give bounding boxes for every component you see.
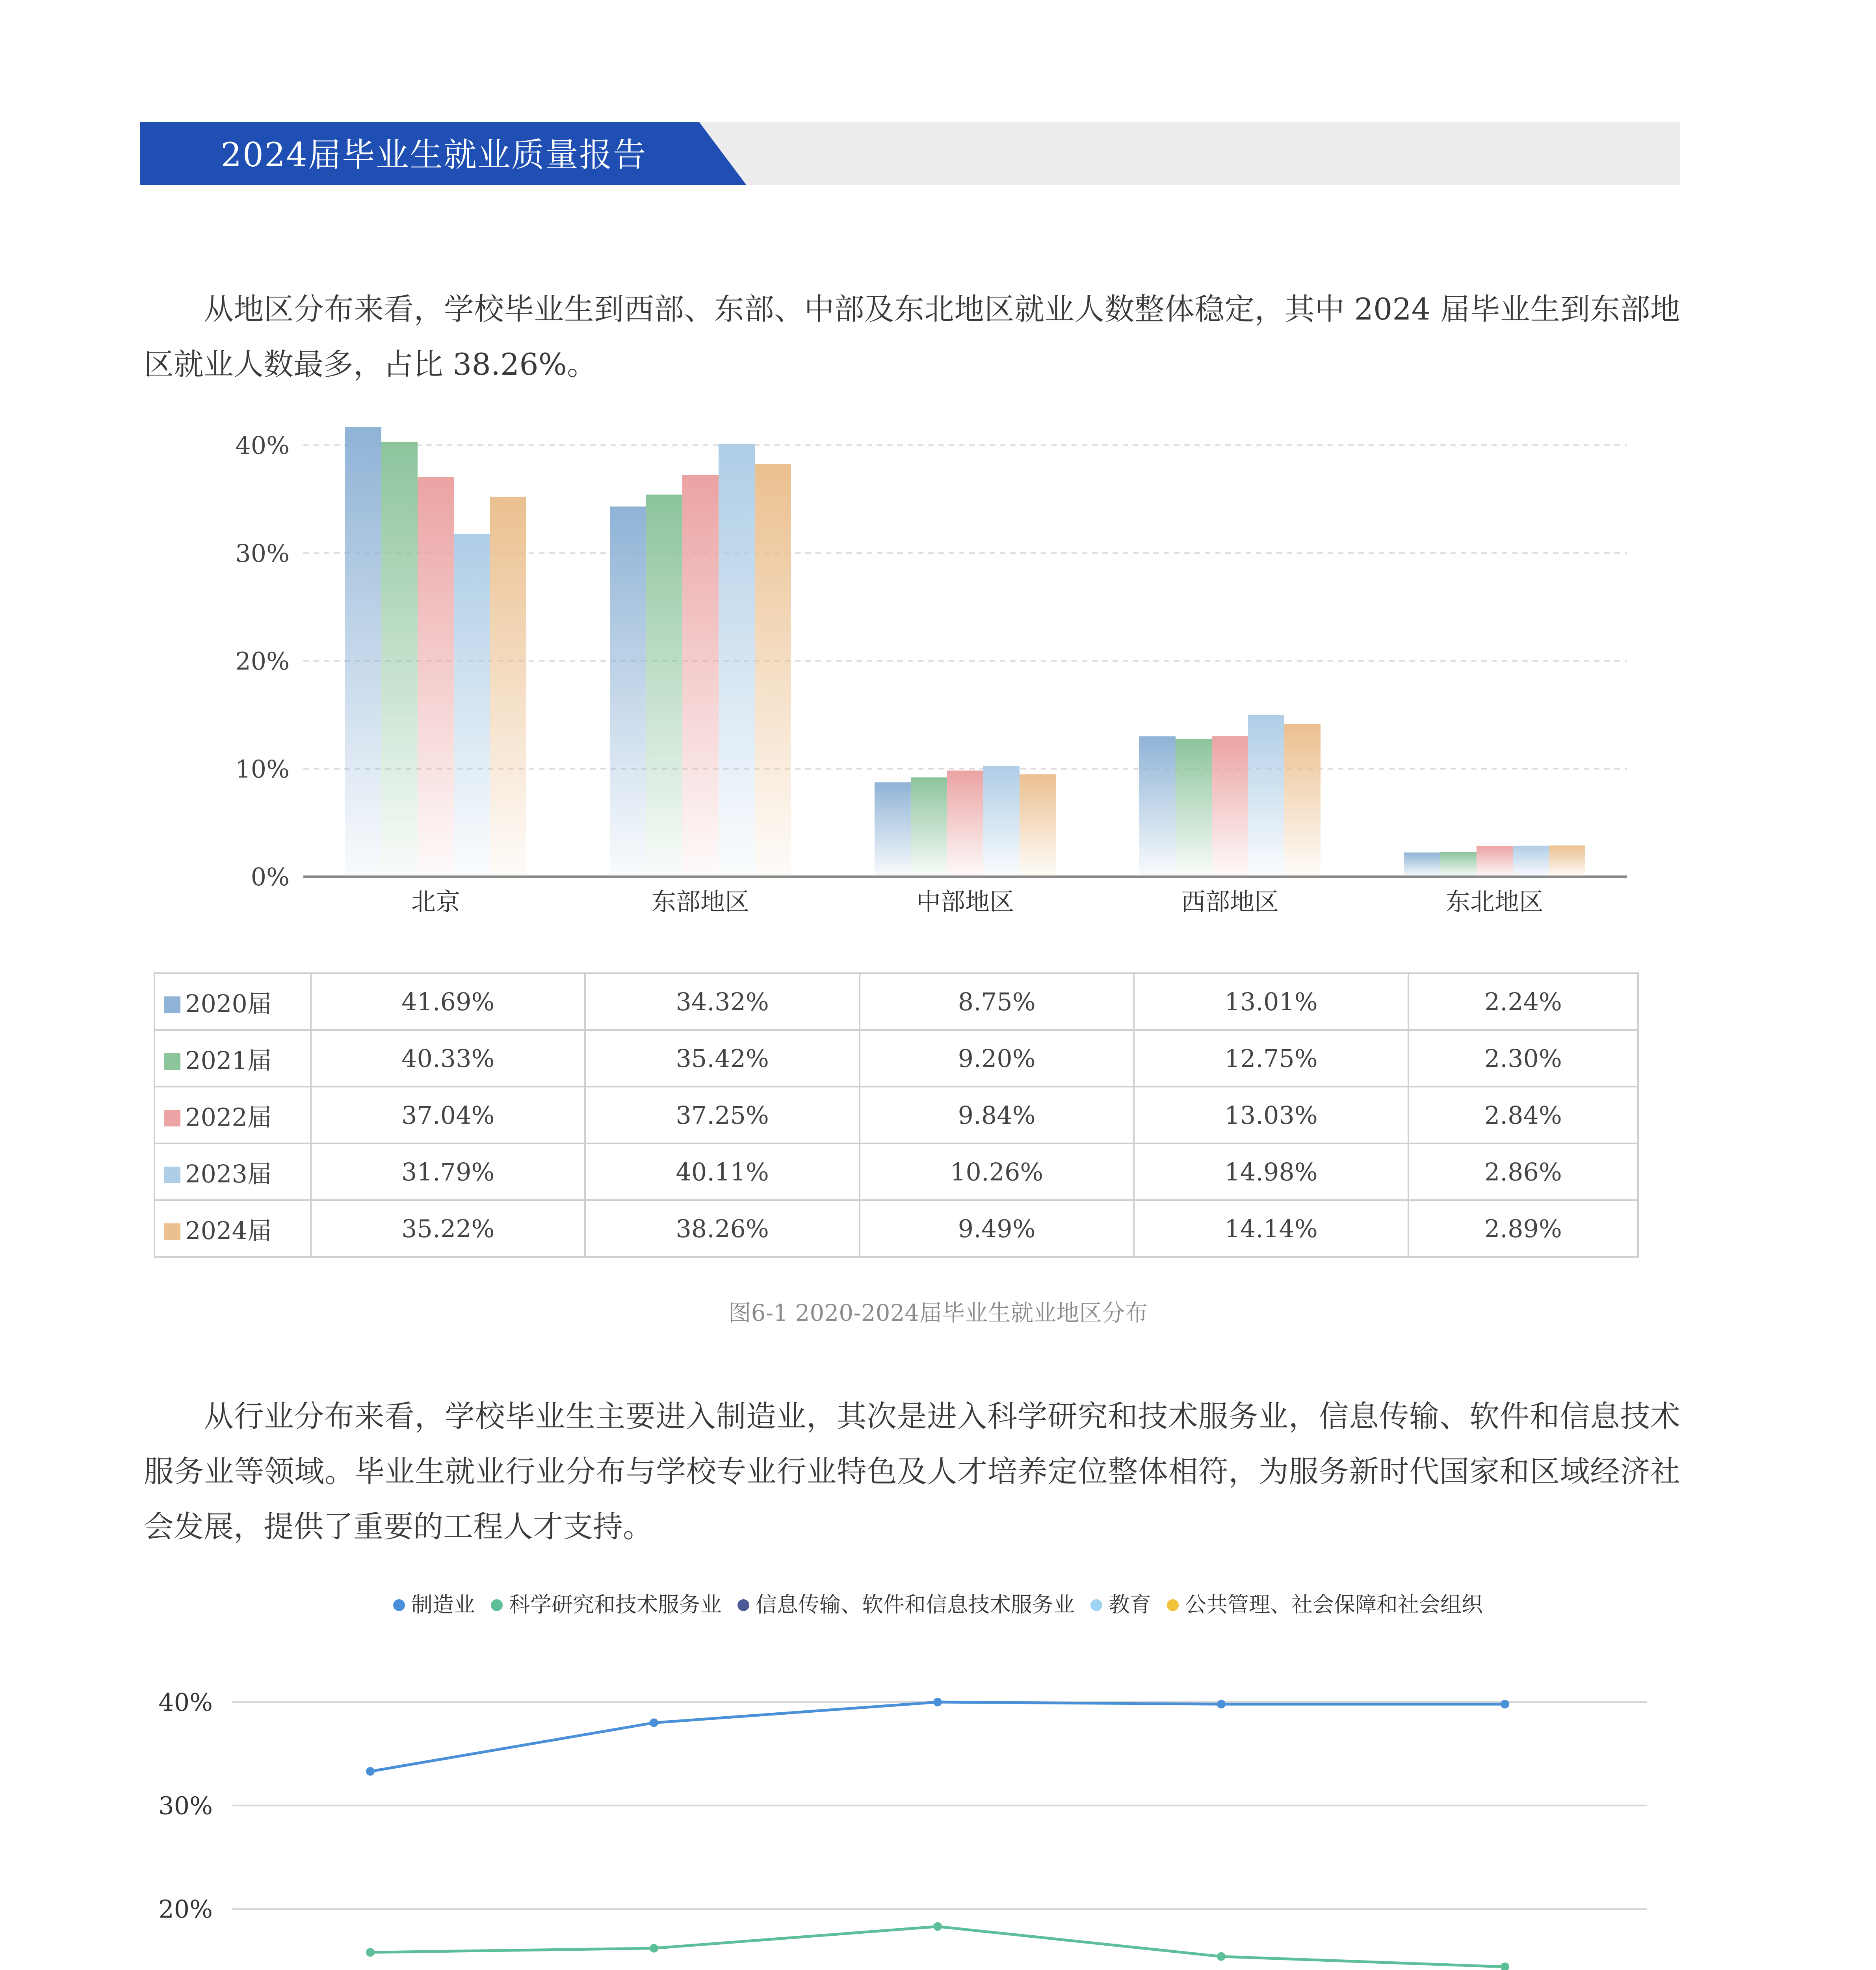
table-series-label: [154, 1143, 311, 1200]
table-series-label: [154, 1087, 311, 1143]
bar-x-category-label: 西部地区: [1181, 887, 1279, 916]
region-bar-chart: [0, 394, 1876, 946]
table-cell: 2.84%: [1408, 1087, 1638, 1143]
series-swatch: [164, 1223, 180, 1240]
data-point-制造业: [933, 1698, 942, 1706]
bar-x-category-label: 北京: [411, 887, 461, 916]
table-cell: 35.22%: [311, 1200, 585, 1257]
bar-2022届-西部地区: [1212, 736, 1248, 877]
legend-dot-icon: [1167, 1599, 1179, 1611]
series-swatch: [164, 996, 180, 1013]
series-swatch: [164, 1167, 180, 1183]
bar-2021届-北京: [381, 442, 418, 877]
bar-2022届-东部地区: [682, 475, 719, 877]
series-swatch: [164, 1053, 180, 1070]
region-data-table: [154, 972, 1639, 1258]
legend-item: [393, 1588, 475, 1618]
table-cell: 40.33%: [311, 1030, 585, 1087]
bar-2020届-西部地区: [1139, 736, 1176, 877]
table-row: [154, 1030, 1638, 1087]
bar-2021届-中部地区: [911, 777, 947, 877]
bar-y-tick-label: 10%: [235, 755, 290, 784]
legend-dot-icon: [491, 1599, 503, 1611]
table-series-label: [154, 1030, 311, 1087]
bar-x-category-label: 东部地区: [651, 887, 750, 916]
bar-y-tick-label: 0%: [251, 862, 290, 891]
bar-2022届-北京: [418, 477, 454, 877]
legend-dot-icon: [737, 1599, 749, 1611]
table-cell: 37.04%: [311, 1087, 585, 1143]
table-cell: 2.30%: [1408, 1030, 1638, 1087]
bar-x-category-label: 中部地区: [916, 887, 1014, 916]
table-cell: 2.89%: [1408, 1200, 1638, 1257]
data-point-科学研究和技术服务业: [650, 1944, 658, 1953]
bar-2022届-中部地区: [947, 771, 983, 877]
series-name: 2021届: [185, 1046, 272, 1075]
line-y-tick-label: 30%: [158, 1791, 213, 1820]
table-cell: 9.49%: [860, 1200, 1134, 1257]
table-series-label: [154, 1200, 311, 1257]
bar-2022届-东北地区: [1477, 846, 1513, 877]
table-cell: 38.26%: [585, 1200, 859, 1257]
bar-2023届-北京: [454, 534, 490, 877]
bar-y-tick-label: 40%: [235, 431, 290, 460]
line-y-tick-label: 20%: [158, 1895, 213, 1924]
series-line-制造业: [370, 1702, 1505, 1771]
bar-2020届-东北地区: [1404, 853, 1440, 877]
table-row: [154, 1087, 1638, 1143]
data-point-科学研究和技术服务业: [1217, 1952, 1226, 1961]
series-name: 2023届: [185, 1159, 272, 1188]
report-title: 2024届毕业生就业质量报告: [221, 136, 647, 174]
table-cell: 9.20%: [860, 1030, 1134, 1087]
industry-chart-legend: [0, 1588, 1876, 1618]
table-cell: 14.98%: [1134, 1143, 1408, 1200]
industry-line-chart: [0, 1655, 1876, 1970]
data-point-制造业: [1501, 1700, 1509, 1708]
legend-item: [737, 1588, 1075, 1618]
table-cell: 35.42%: [585, 1030, 859, 1087]
bar-y-tick-label: 20%: [235, 647, 290, 676]
bar-2023届-东部地区: [719, 444, 755, 877]
bar-2024届-西部地区: [1284, 724, 1321, 877]
legend-label: 公共管理、社会保障和社会组织: [1185, 1592, 1483, 1617]
data-point-制造业: [366, 1767, 375, 1776]
bar-2021届-东北地区: [1440, 852, 1477, 877]
legend-dot-icon: [1090, 1599, 1102, 1611]
legend-dot-icon: [393, 1599, 405, 1611]
table-row: [154, 1200, 1638, 1257]
bar-2021届-东部地区: [646, 494, 682, 877]
bar-2020届-北京: [345, 427, 381, 877]
legend-label: 制造业: [411, 1592, 475, 1617]
legend-label: 信息传输、软件和信息技术服务业: [756, 1592, 1075, 1617]
series-swatch: [164, 1110, 180, 1126]
bar-2023届-西部地区: [1248, 715, 1284, 877]
table-row: [154, 973, 1638, 1030]
series-name: 2020届: [185, 989, 272, 1018]
table-cell: 13.01%: [1134, 973, 1408, 1030]
table-cell: 9.84%: [860, 1087, 1134, 1143]
table-cell: 10.26%: [860, 1143, 1134, 1200]
table-cell: 12.75%: [1134, 1030, 1408, 1087]
bar-2020届-东部地区: [610, 506, 646, 877]
bar-x-category-label: 东北地区: [1445, 887, 1544, 916]
bar-2024届-东部地区: [755, 464, 791, 877]
table-cell: 37.25%: [585, 1087, 859, 1143]
table-row: [154, 1143, 1638, 1200]
series-line-科学研究和技术服务业: [370, 1927, 1505, 1967]
paragraph-region: 从地区分布来看，学校毕业生到西部、东部、中部及东北地区就业人数整体稳定，其中 2024 届毕业生到东部地区就业人数最多，占比 38.26%。: [144, 292, 1680, 382]
series-name: 2022届: [185, 1102, 272, 1132]
bar-2020届-中部地区: [875, 782, 911, 877]
data-point-制造业: [1217, 1700, 1226, 1708]
bar-y-tick-label: 30%: [235, 539, 290, 568]
legend-item: [1167, 1588, 1483, 1618]
bar-2024届-东北地区: [1549, 846, 1585, 877]
data-point-科学研究和技术服务业: [366, 1948, 375, 1957]
bar-2024届-北京: [490, 497, 526, 877]
table-cell: 41.69%: [311, 973, 585, 1030]
paragraph-industry: 从行业分布来看，学校毕业生主要进入制造业，其次是进入科学研究和技术服务业，信息传输、软件和信息技术服务业等领域。毕业生就业行业分布与学校专业行业特色及人才培养定位整体相符，为服务新时代国家和区域经济社会发展，提供了重要的工程人才支持。: [144, 1399, 1680, 1544]
table-cell: 13.03%: [1134, 1087, 1408, 1143]
table-cell: 31.79%: [311, 1143, 585, 1200]
table-cell: 8.75%: [860, 973, 1134, 1030]
bar-2024届-中部地区: [1020, 774, 1056, 877]
table-cell: 14.14%: [1134, 1200, 1408, 1257]
bar-2021届-西部地区: [1176, 739, 1212, 877]
figure1-caption: 图6-1 2020-2024届毕业生就业地区分布: [728, 1299, 1148, 1326]
legend-item: [491, 1588, 722, 1618]
table-cell: 34.32%: [585, 973, 859, 1030]
table-series-label: [154, 973, 311, 1030]
data-point-科学研究和技术服务业: [1501, 1963, 1509, 1970]
data-point-科学研究和技术服务业: [933, 1922, 942, 1931]
line-y-tick-label: 40%: [158, 1688, 213, 1717]
table-cell: 2.86%: [1408, 1143, 1638, 1200]
table-cell: 40.11%: [585, 1143, 859, 1200]
table-cell: 2.24%: [1408, 973, 1638, 1030]
legend-label: 科学研究和技术服务业: [509, 1592, 722, 1617]
bar-2023届-中部地区: [983, 766, 1020, 877]
bar-2023届-东北地区: [1513, 846, 1549, 877]
series-name: 2024届: [185, 1216, 272, 1245]
legend-label: 教育: [1109, 1592, 1151, 1617]
data-point-制造业: [650, 1719, 658, 1727]
legend-item: [1090, 1588, 1151, 1618]
